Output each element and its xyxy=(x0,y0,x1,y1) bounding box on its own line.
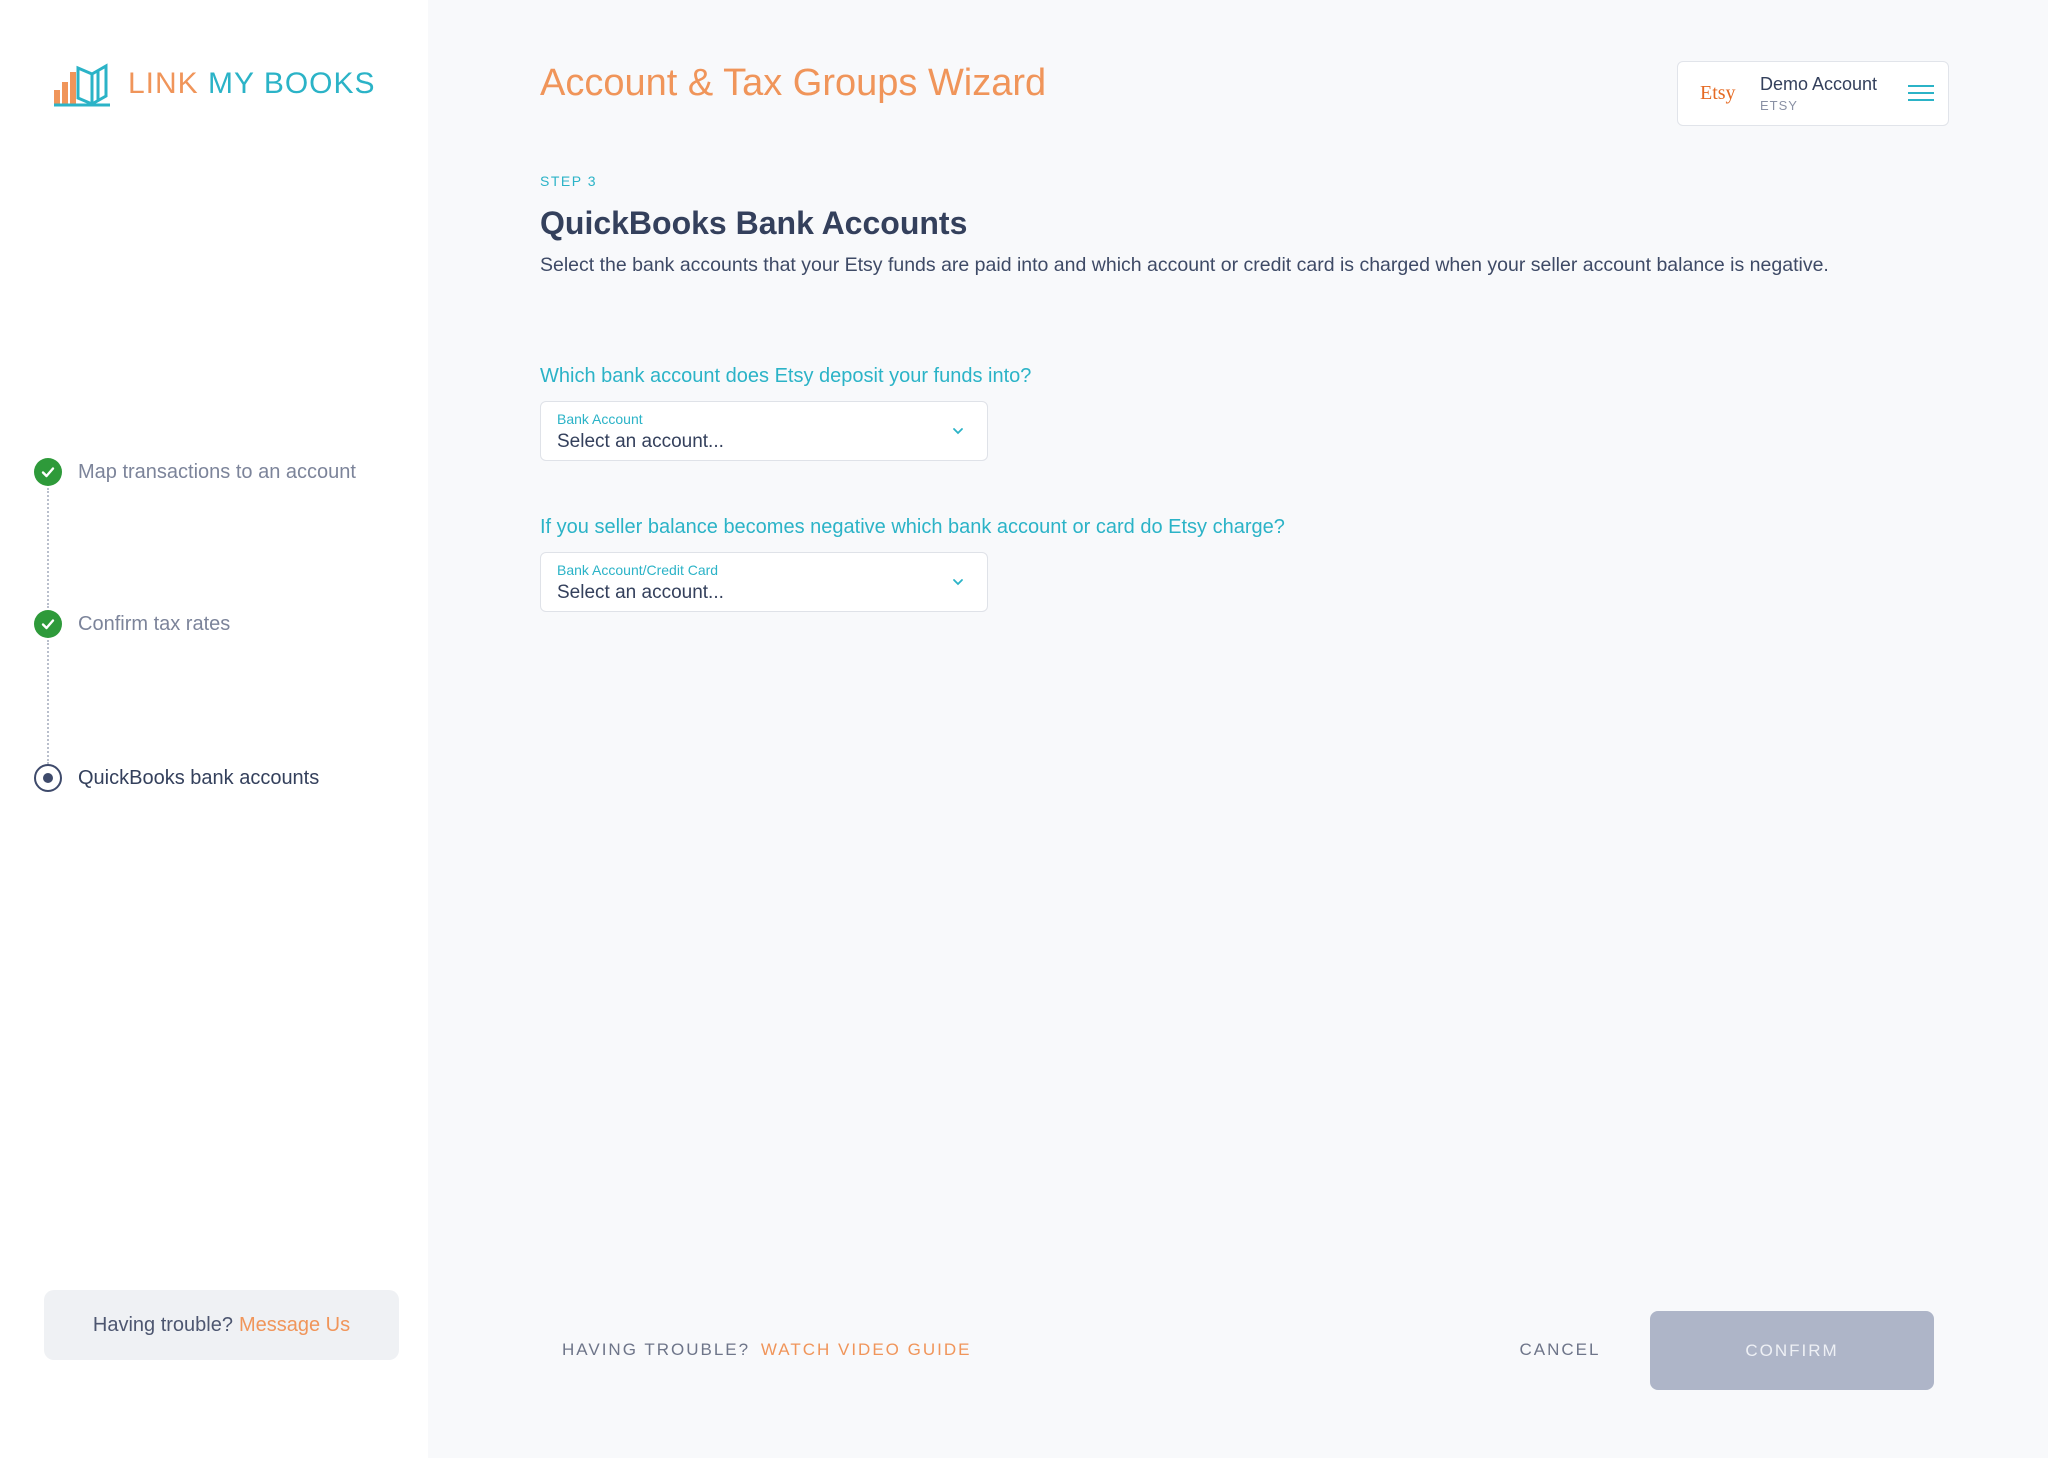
trouble-text: HAVING TROUBLE? xyxy=(562,1340,751,1359)
wizard-step-bank-accounts[interactable] xyxy=(34,764,319,792)
books-logo-icon xyxy=(52,60,114,108)
chevron-down-icon xyxy=(951,424,965,438)
deposit-account-question: Which bank account does Etsy deposit your funds into? xyxy=(540,365,1032,387)
etsy-logo: Etsy xyxy=(1700,82,1736,104)
help-text: Having trouble? xyxy=(92,1313,233,1336)
step-indicator: STEP 3 xyxy=(540,173,597,189)
bank-account-select[interactable] xyxy=(540,401,988,461)
step-connector xyxy=(47,640,49,764)
step-label: QuickBooks bank accounts xyxy=(78,766,320,789)
checkmark-icon xyxy=(34,610,62,638)
brand-logo[interactable] xyxy=(52,60,376,108)
sidebar xyxy=(0,0,428,1458)
chevron-down-icon xyxy=(951,575,965,589)
brand-name-part2: MY BOOKS xyxy=(208,67,376,100)
negative-balance-question: If you seller balance becomes negative which bank account or card do Etsy charge? xyxy=(540,516,1285,538)
account-switcher[interactable] xyxy=(1677,61,1949,126)
account-platform: ETSY xyxy=(1760,98,1798,113)
cancel-button[interactable]: CANCEL xyxy=(1502,1322,1618,1378)
brand-name-part1: LINK xyxy=(128,67,199,100)
credit-card-select[interactable] xyxy=(540,552,988,612)
help-box xyxy=(44,1290,399,1360)
step-connector xyxy=(47,488,49,608)
confirm-button[interactable]: CONFIRM xyxy=(1650,1311,1934,1390)
account-name: Demo Account xyxy=(1760,74,1878,94)
message-us-link[interactable]: Message Us xyxy=(238,1313,351,1336)
select-label: Bank Account xyxy=(557,411,643,427)
wizard-step-confirm-tax[interactable] xyxy=(34,610,230,638)
footer-help xyxy=(562,1340,971,1360)
wizard-step-map-transactions[interactable] xyxy=(34,458,356,486)
select-label: Bank Account/Credit Card xyxy=(557,562,719,578)
watch-video-guide-link[interactable]: WATCH VIDEO GUIDE xyxy=(760,1340,972,1359)
section-description: Select the bank accounts that your Etsy funds are paid into and which account or credit card is charged when your seller account balance is negative. xyxy=(540,254,1829,276)
select-value: Select an account... xyxy=(557,431,724,452)
hamburger-menu-icon[interactable] xyxy=(1908,85,1934,105)
select-value: Select an account... xyxy=(557,582,724,603)
brand-name xyxy=(128,67,376,101)
section-title: QuickBooks Bank Accounts xyxy=(540,205,968,241)
step-label: Map transactions to an account xyxy=(78,460,356,483)
current-step-icon xyxy=(34,764,62,792)
checkmark-icon xyxy=(34,458,62,486)
page-title: Account & Tax Groups Wizard xyxy=(540,62,1047,104)
step-label: Confirm tax rates xyxy=(78,612,231,635)
